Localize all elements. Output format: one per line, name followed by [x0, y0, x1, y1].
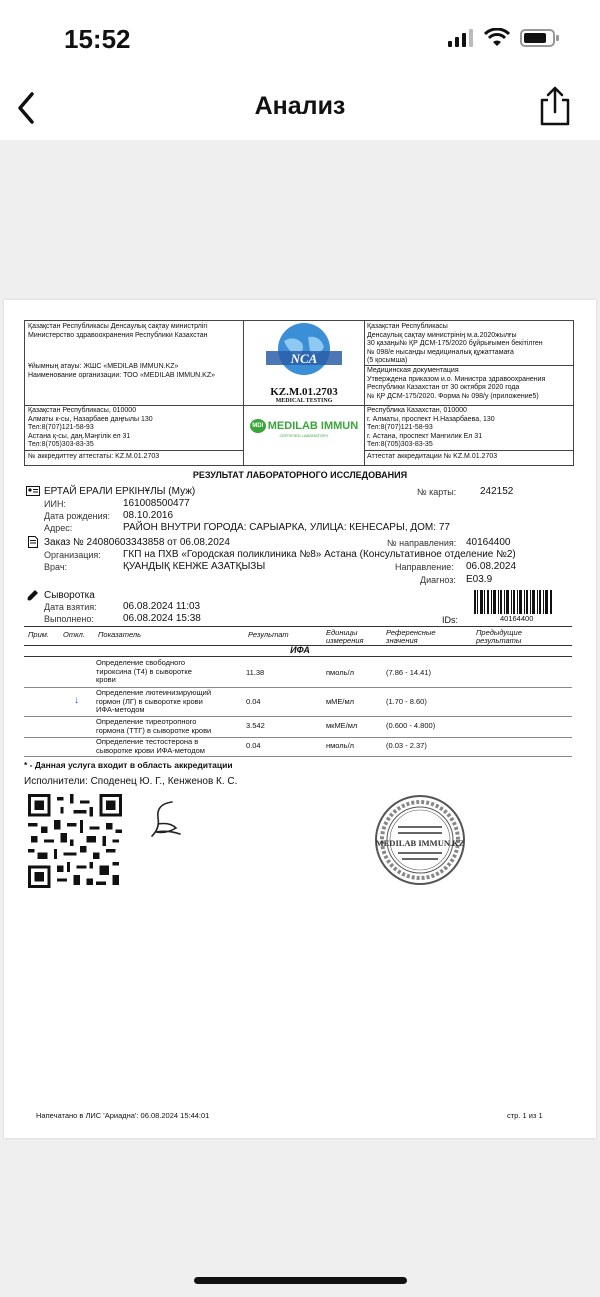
organization-label: Организация:: [44, 550, 101, 560]
header-ru-accreditation: Аттестат аккредитации № KZ.M.01.2703: [367, 453, 498, 460]
indicator-name: Определение тестостерона в сыворотке крови ИФА-методом: [96, 737, 205, 755]
result-value: 11.38: [246, 668, 265, 677]
medilab-logo-text: MEDILAB IMMUN: [267, 419, 359, 432]
unit-value: нмоль/л: [326, 741, 355, 750]
direction-date: 06.08.2024: [466, 561, 517, 572]
result-value: 0.04: [246, 741, 261, 750]
dob-value: 08.10.2016: [123, 510, 174, 521]
diagnosis-value: E03.9: [466, 574, 493, 585]
wifi-icon: [484, 28, 510, 48]
address-label: Адрес:: [44, 523, 73, 533]
reference-value: (0.03 - 2.37): [386, 741, 427, 750]
document-icon: [28, 536, 38, 548]
stamp-text: MEDILAB IMMUN.KZ: [375, 838, 465, 848]
done-label: Выполнено:: [44, 614, 94, 624]
header-kz-order: Қазақстан Республикасы Денсаулық сақтау министрінің м.а.2020жылғы 30 қазаңы№ ҚР ДСМ-175/2020 бұйрығымен бекітілген № 098/е нысанды медициналық құжаттамаға (5 қосымша): [367, 323, 543, 364]
table-row: [24, 716, 572, 738]
doctor-value: ҚУАНДЫҚ КЕНЖЕ АЗАТҚЫЗЫ: [123, 561, 266, 572]
share-icon[interactable]: [538, 84, 572, 128]
nca-logo-code: KZ.M.01.2703: [270, 385, 338, 398]
taken-label: Дата взятия:: [44, 602, 97, 612]
page-title: Анализ: [254, 92, 346, 120]
indicator-name: Определение лютеинизирующий гормон (ЛГ) в сыворотке крови ИФА-методом: [96, 688, 212, 714]
performers: Исполнители: Споденец Ю. Г., Кенженов К. С.: [24, 776, 238, 787]
iin-value: 161008500477: [123, 498, 190, 509]
doc-header-table: [24, 320, 574, 466]
medilab-logo: MDI MEDILAB IMMUN CERTIFIED LABORATORY: [244, 419, 364, 449]
home-indicator[interactable]: [194, 1277, 407, 1284]
accreditation-note: * - Данная услуга входит в область аккредитации: [24, 760, 233, 770]
status-time: 15:52: [64, 24, 131, 54]
printed-note: Напечатано в ЛИС 'Ариадна': 06.08.2024 15:44:01: [36, 1111, 210, 1120]
barcode-number: 40164400: [500, 614, 534, 623]
col-reference: Референсные значения: [386, 628, 436, 645]
direction-label: Направление:: [395, 562, 454, 572]
table-row: [24, 657, 572, 688]
table-row: [24, 737, 572, 757]
header-org-name: Ұйымның атауы: ЖШС «MEDILAB IMMUN.KZ» Наименование организации: ТОО «MEDILAB IMMUN.KZ»: [28, 363, 216, 379]
taken-value: 06.08.2024 11:03: [123, 601, 201, 612]
doctor-label: Врач:: [44, 562, 68, 572]
header-kz-ministry: Қазақстан Республикасы Денсаулық сақтау министрлігі Министерство здравоохранения Республики Казахстан: [28, 323, 208, 339]
card-number: 242152: [480, 486, 514, 497]
col-result: Результат: [248, 630, 289, 639]
page-number: стр. 1 из 1: [507, 1111, 543, 1120]
done-value: 06.08.2024 15:38: [123, 613, 201, 624]
unit-value: мкМЕ/мл: [326, 721, 358, 730]
result-value: 0.04: [246, 697, 261, 706]
barcode: [474, 590, 552, 614]
diagnosis-label: Диагноз:: [420, 575, 456, 585]
iin-label: ИИН:: [44, 499, 66, 509]
doc-title: РЕЗУЛЬТАТ ЛАБОРАТОРНОГО ИССЛЕДОВАНИЯ: [192, 470, 408, 480]
table-row: [24, 687, 572, 717]
results-table-header: [24, 626, 572, 646]
nca-logo-sub: MEDICAL TESTING: [275, 397, 333, 404]
header-ru-address: Республика Казахстан, 010000 г. Алматы, проспект Н.Назарбаева, 130 Тел:8(707)121-58-93 г. Астана, проспект Мангилик Ел 31 Тел:8(705)303-83-35: [367, 407, 495, 448]
order-number: Заказ № 24080603343858 от 06.08.2024: [44, 537, 230, 548]
reference-value: (1.70 - 8.60): [386, 697, 427, 706]
address-value: РАЙОН ВНУТРИ ГОРОДА: САРЫАРКА, УЛИЦА: КЕНЕСАРЫ, ДОМ: 77: [123, 522, 450, 533]
reference-value: (7.86 - 14.41): [386, 668, 432, 677]
col-previous: Предыдущие результаты: [476, 628, 522, 645]
status-bar: [0, 0, 600, 80]
result-value: 3.542: [246, 721, 265, 730]
header-kz-accreditation: № аккредиттеу аттестаты: KZ.M.01.2703: [28, 453, 160, 460]
indicator-name: Определение свободного тироксина (Т4) в сыворотке крови: [96, 658, 192, 684]
sample-type: Сыворотка: [44, 590, 95, 601]
qr-code: [28, 794, 122, 888]
signal-icon: [448, 29, 474, 47]
indicator-name: Определение тиреотропного гормона (ТТГ) в сыворотке крови: [96, 717, 212, 735]
col-deviation: Откл.: [63, 630, 85, 639]
organization-value: ГКП на ПХВ «Городская поликлиника №8» Астана (Консультативное отделение №2): [123, 549, 516, 560]
nca-logo: [244, 321, 364, 405]
test-tube-icon: [27, 589, 39, 601]
stamp: [374, 794, 466, 886]
battery-icon: [520, 28, 560, 48]
nca-logo-text: NCA: [290, 351, 318, 366]
header-ru-order: Медицинская документация Утверждена приказом и.о. Министра здравоохранения Республики Казахстан от 30 октября 2020 года № ҚР ДСМ-175/2020. Форма № 098/у (приложение5): [367, 367, 546, 400]
section-title: ИФА: [290, 645, 310, 655]
dob-label: Дата рождения:: [44, 511, 110, 521]
reference-value: (0.600 - 4.800): [386, 721, 436, 730]
col-unit: Единицы измерения: [326, 628, 364, 645]
deviation-flag: ↓: [74, 695, 79, 706]
ids-label: IDs:: [442, 615, 459, 625]
unit-value: пмоль/л: [326, 668, 354, 677]
signature: [142, 794, 188, 844]
header-kz-address: Қазақстан Республикасы, 010000 Алматы к-сы, Назарбаев даңғылы 130 Тел:8(707)121-58-93 Астана қ-сы, даң.Мәңгілік ел 31 Тел:8(705)303-83-35: [28, 407, 153, 448]
referral-number: 40164400: [466, 537, 511, 548]
status-icons: [448, 28, 560, 48]
id-card-icon: [26, 486, 40, 496]
referral-label: № направления:: [387, 538, 457, 548]
patient-name: ЕРТАЙ ЕРАЛИ ЕРКІНҰЛЫ (Муж): [44, 486, 196, 497]
col-note: Прим.: [28, 630, 50, 639]
nav-bar: [0, 80, 600, 140]
col-indicator: Показатель: [98, 630, 142, 639]
globe-icon: [244, 321, 364, 383]
medilab-logo-tag: CERTIFIED LABORATORY: [279, 433, 329, 438]
document-page: [4, 300, 596, 1138]
unit-value: мМЕ/мл: [326, 697, 355, 706]
card-label: № карты:: [417, 487, 457, 497]
